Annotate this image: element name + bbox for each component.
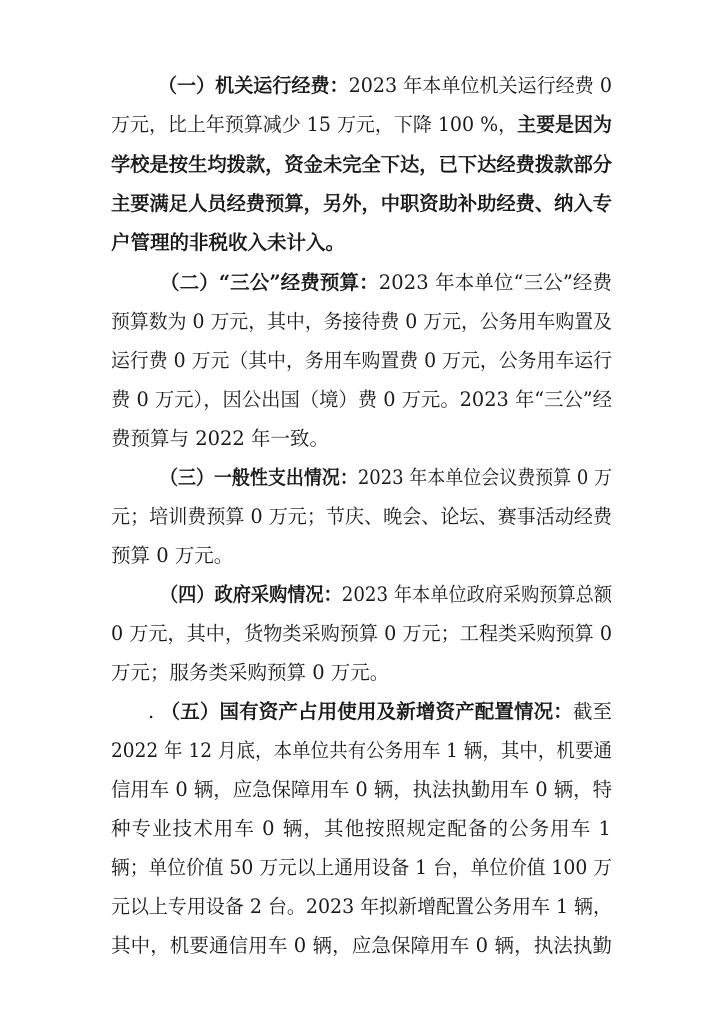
body-text: 辆；单位价值 50 万元以上通用设备 1 台，单位价值 100 万 [111,856,612,879]
paragraph-4-line [111,614,612,654]
paragraph-5-line [111,809,612,849]
body-text: 预算数为 0 万元，其中，务接待费 0 万元，公务用车购置及 [111,310,612,333]
bold-text: （四）政府采购情况： [160,583,342,606]
body-text: 元以上专用设备 2 台。2023 年拟新增配置公务用车 1 辆， [111,895,612,918]
body-text: 2023 年本单位会议费预算 0 万 [357,466,612,489]
bold-text: 主要满足人员经费预算，另外，中职资助补助经费、纳入专 [111,192,612,215]
body-text: 2022 年 12 月底，本单位共有公务用车 1 辆，其中，机要通 [111,739,612,762]
paragraph-5-line [111,848,612,888]
body-text: 2023 年本单位“三公”经费 [378,271,613,294]
body-text: 元；培训费预算 0 万元；节庆、晚会、论坛、赛事活动经费 [111,505,612,528]
paragraph-5-line [148,692,612,732]
paragraph-2-line [111,302,612,342]
body-text: . [148,700,161,723]
body-text: 2023 年本单位机关运行经费 0 [348,74,612,97]
paragraph-3-line [111,497,612,537]
paragraph-5-line [111,887,612,927]
paragraph-1-line [158,66,612,106]
body-text: 种专业技术用车 0 辆，其他按照规定配备的公务用车 1 [111,817,612,840]
paragraph-2-line [111,380,612,420]
paragraph-5-line [111,731,612,771]
paragraph-5-line [111,770,612,810]
bold-text: 学校是按生均拨款，资金未完全下达，已下达经费拨款部分 [111,153,612,176]
paragraph-4-line [111,653,389,693]
paragraph-2-line [111,419,329,459]
paragraph-1-line [111,105,612,145]
body-text: 2023 年本单位政府采购预算总额 [341,583,612,606]
paragraph-4-line [160,575,612,615]
paragraph-5-line [111,926,612,966]
bold-text: （二）“三公”经费预算： [160,271,379,294]
bold-text: （一）机关运行经费： [158,74,349,97]
body-text: 0 万元，其中，货物类采购预算 0 万元；工程类采购预算 0 [111,622,612,645]
body-text: 预算 0 万元。 [111,544,234,567]
paragraph-3-line [160,458,612,498]
paragraph-3-line [111,536,233,576]
body-text: 万元，比上年预算减少 15 万元，下降 100 %， [111,113,518,136]
body-text: 截至 [572,700,613,723]
bold-text: （三）一般性支出情况： [160,466,358,489]
body-text: 费预算与 2022 年一致。 [111,427,330,450]
paragraph-1-line [111,145,612,185]
body-text: 运行费 0 万元（其中，务用车购置费 0 万元，公务用车运行 [111,349,612,372]
bold-text: （五）国有资产占用使用及新增资产配置情况： [160,700,573,723]
body-text: 费 0 万元），因公出国（境）费 0 万元。2023 年“三公”经 [111,388,612,411]
body-text: 其中，机要通信用车 0 辆，应急保障用车 0 辆，执法执勤 [111,934,613,957]
body-text: 信用车 0 辆，应急保障用车 0 辆，执法执勤用车 0 辆，特 [111,778,612,801]
body-text: 万元；服务类采购预算 0 万元。 [111,661,390,684]
bold-text: 户管理的非税收入未计入。 [111,231,346,254]
paragraph-2-line [111,341,612,381]
bold-text: 主要是因为 [517,113,612,136]
paragraph-2-line [160,263,612,303]
paragraph-1-line [111,223,345,263]
paragraph-1-line [111,184,612,224]
